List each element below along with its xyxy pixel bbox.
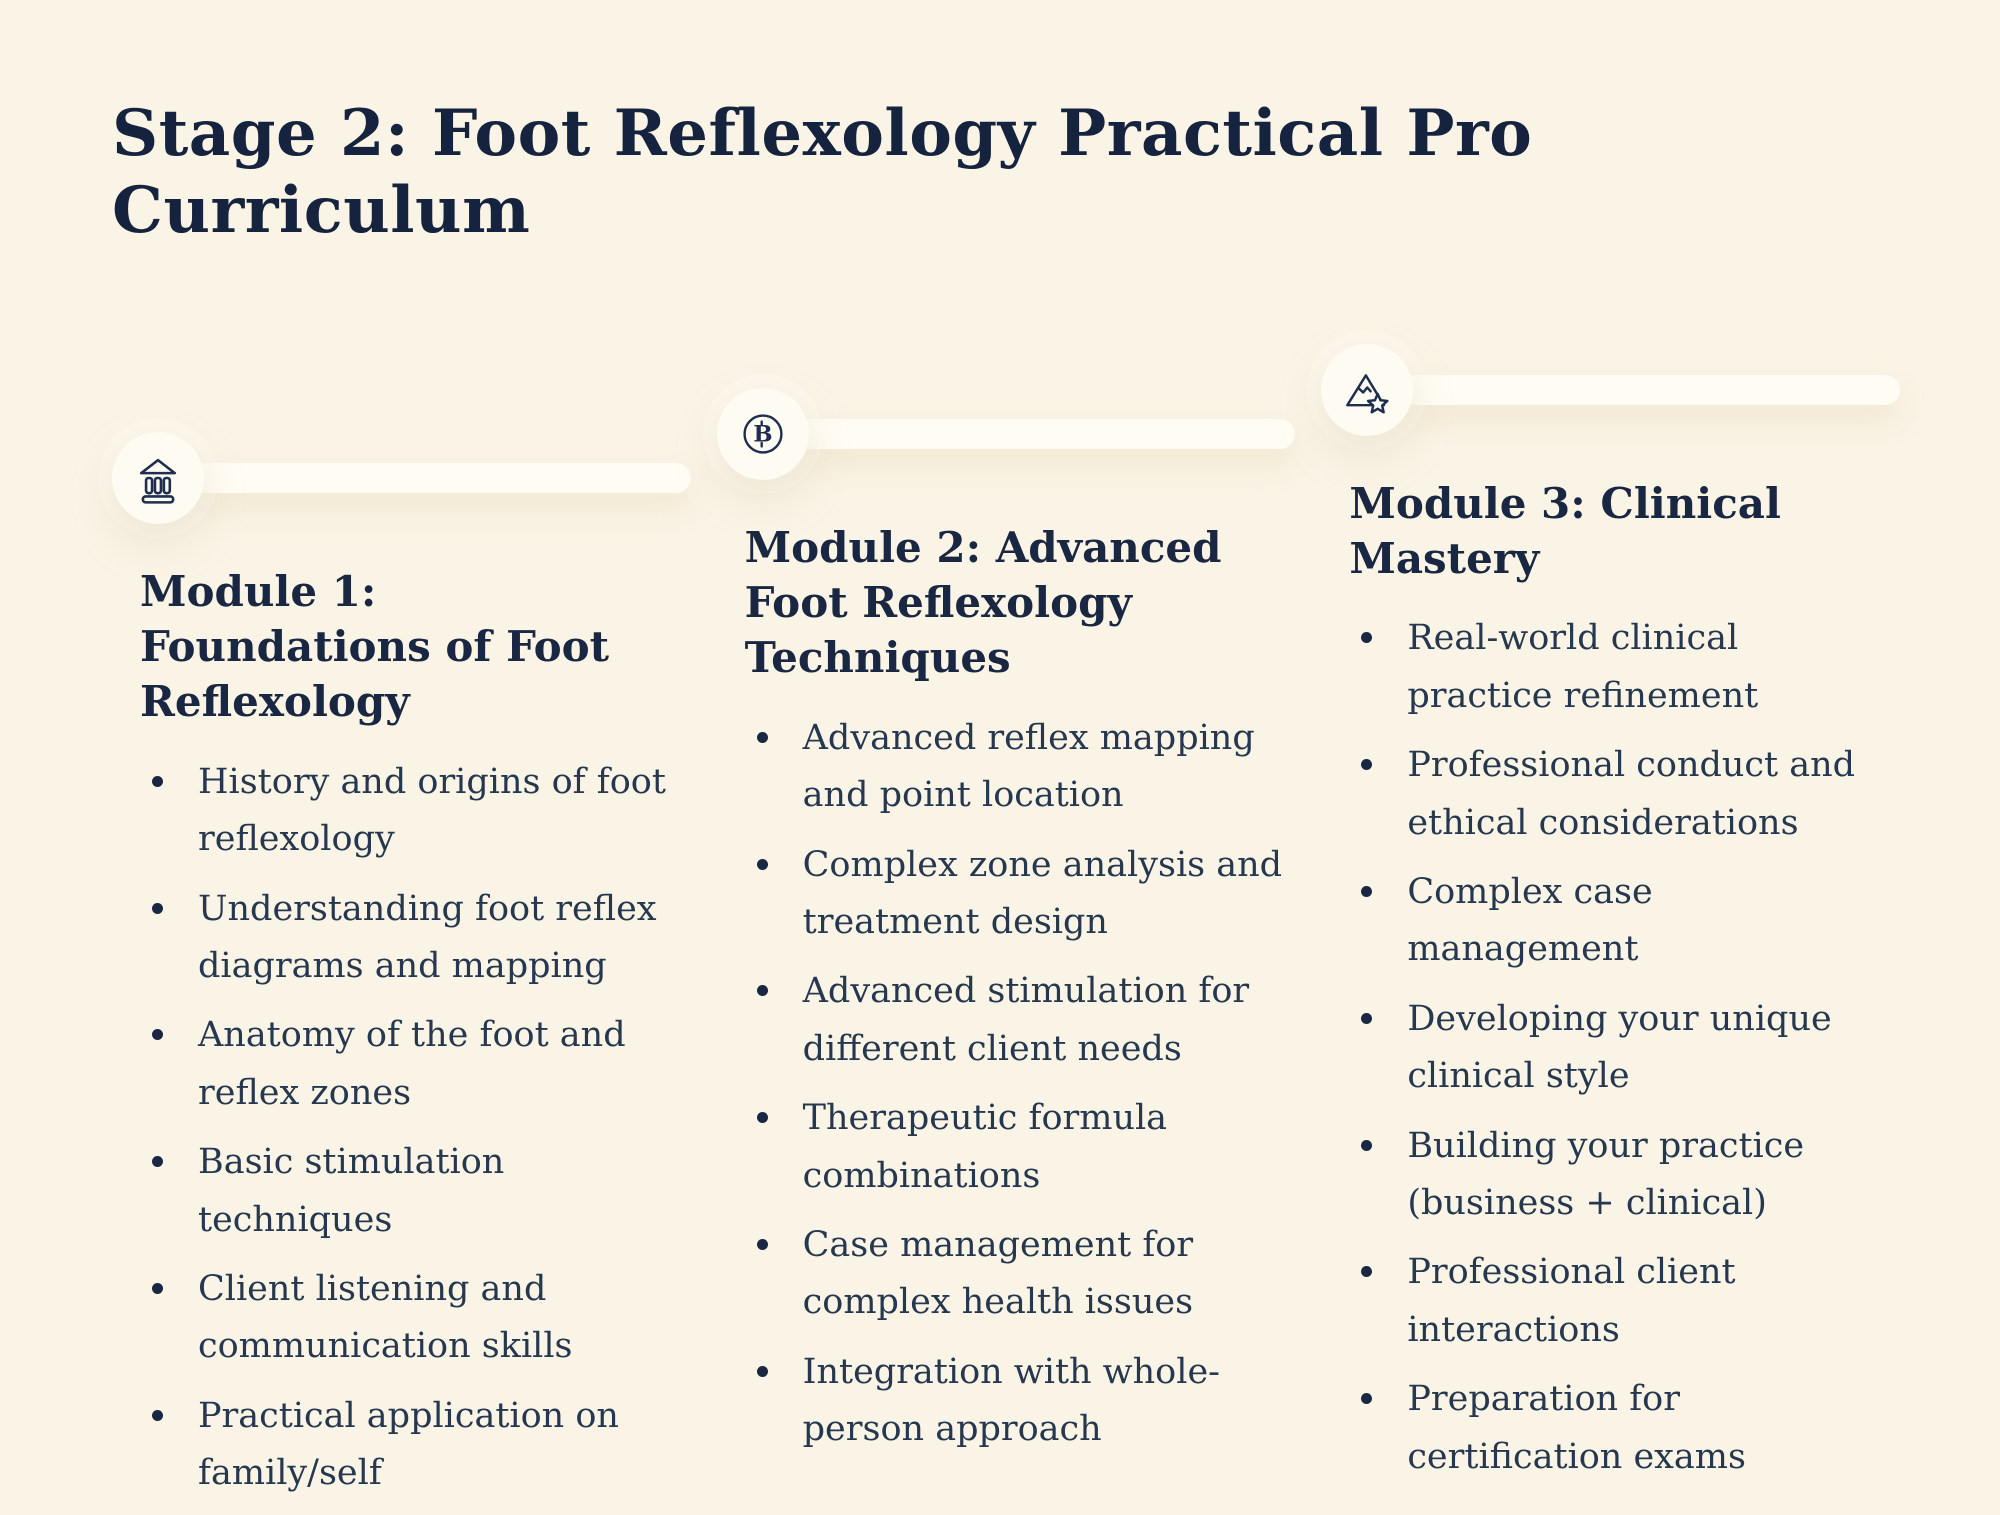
list-item [140,1388,681,1503]
module-column-2 [745,388,1286,1515]
bullet-dot [1361,632,1372,643]
list-item-text: Basic stimulation techniques [198,1142,505,1240]
bullet-dot [1361,886,1372,897]
list-item [140,1134,681,1249]
list-item-text: Developing your unique clinical style [1407,998,1832,1097]
list-item-text: Complex case management [1407,872,1653,970]
bullet-dot [1361,1393,1372,1404]
timeline-bar [186,463,691,493]
mountain-star-icon [1321,344,1413,436]
module-column-1 [140,432,681,1515]
list-item [1349,864,1890,979]
list-item [1349,991,1890,1106]
list-item-text: Case management for complex health issues [802,1225,1194,1323]
bitcoin-icon [717,388,809,480]
bullet-dot [757,1239,768,1250]
list-item [1349,1371,1890,1486]
list-item-text: Anatomy of the foot and reflex zones [198,1015,626,1113]
list-item [1349,1244,1890,1359]
bitcoin-glyph: B [753,421,773,448]
list-item-text: Practical application on family/self [198,1395,619,1494]
module-3-icon-row [1321,344,1890,436]
bullet-dot [757,1366,768,1377]
bullet-dot [757,732,768,743]
list-item [745,963,1286,1078]
list-item [1349,610,1890,725]
list-item [745,710,1286,825]
list-item [140,1007,681,1122]
bullet-dot [1361,1013,1372,1024]
list-item-text: History and origins of foot reflexology [198,761,666,860]
list-item-text: Integration with whole-person approach [802,1351,1220,1450]
bullet-dot [757,985,768,996]
timeline-bar [1395,375,1900,405]
bullet-dot [1361,1140,1372,1151]
bullet-dot [1361,759,1372,770]
list-item [140,754,681,869]
list-item-text: Client listening and communication skills [198,1269,573,1367]
list-item [745,837,1286,952]
module-2-title: Module 2: Advanced Foot Reflexology Techniques [744,522,1222,683]
list-item-text: Real-world clinical practice refinement [1407,618,1759,716]
bullet-dot [757,859,768,870]
module-2-icon-row [717,388,1286,480]
list-item-text: Professional client interactions [1407,1252,1736,1350]
module-1-list [140,754,681,1503]
list-item [745,1344,1286,1459]
list-item [745,1090,1286,1205]
bullet-dot [152,1283,163,1294]
list-item [1349,737,1890,852]
list-item-text: Understanding foot reflex diagrams and mapping [198,888,657,987]
module-3-title: Module 3: Clinical Mastery [1349,478,1781,584]
module-2-list [745,710,1286,1459]
list-item [745,1217,1286,1332]
list-item-text: Preparation for certification exams [1407,1379,1746,1477]
module-1-icon-row [112,432,681,524]
module-column-3 [1349,344,1890,1515]
bank-icon [112,432,204,524]
bullet-dot [152,1410,163,1421]
list-item [140,881,681,996]
bullet-dot [152,776,163,787]
modules-grid [140,344,1890,1515]
list-item-text: Advanced stimulation for different client needs [802,971,1250,1069]
module-3-list [1349,610,1890,1485]
list-item-text: Therapeutic formula combinations [802,1098,1168,1196]
list-item-text: Complex zone analysis and treatment design [802,844,1283,943]
bullet-dot [152,903,163,914]
list-item-text: Building your practice (business + clinical) [1407,1125,1805,1223]
list-item [140,1261,681,1376]
bullet-dot [152,1029,163,1040]
timeline-bar [791,419,1296,449]
list-item [1349,1118,1890,1233]
list-item-text: Professional conduct and ethical considerations [1407,745,1856,843]
bullet-dot [1361,1266,1372,1277]
page-title: Stage 2: Foot Reflexology Practical Pro Curriculum [112,96,1533,248]
bullet-dot [152,1156,163,1167]
list-item-text: Advanced reflex mapping and point location [802,717,1255,816]
module-1-title: Module 1: Foundations of Foot Reflexology [140,566,610,727]
bullet-dot [757,1112,768,1123]
